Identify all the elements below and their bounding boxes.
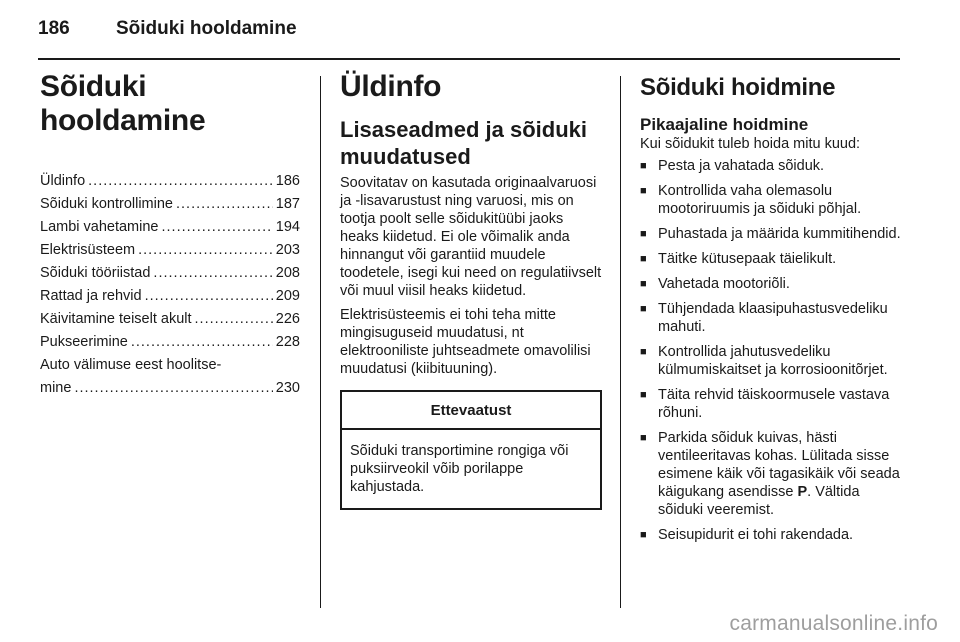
list-item: ■ Vahetada mootoriõli. [640, 275, 902, 293]
toc-leader [131, 331, 273, 354]
section-title: Üldinfo [340, 70, 442, 103]
section-title: Sõiduki hoidmine [640, 74, 836, 101]
toc-entry[interactable] [40, 354, 300, 400]
list-item: ■ Tühjendada klaasipuhastusvedeliku mahuti. [640, 300, 902, 336]
list-item-text: . Vältida sõiduki veeremist. [658, 484, 860, 518]
toc-leader [176, 193, 273, 216]
running-header [38, 18, 297, 40]
page-number: 186 [38, 18, 70, 39]
list-item [640, 429, 902, 519]
toc-entry[interactable] [40, 239, 300, 262]
toc-entry[interactable] [40, 308, 300, 331]
list-item: ■ Täita rehvid täiskoormusele vastava rõhuni. [640, 386, 902, 422]
list-item: ■ Puhastada ja määrida kummitihendid. [640, 225, 902, 243]
watermark: carmanualsonline.info [729, 612, 938, 635]
toc-entry-title: Elektrisüsteem [40, 242, 136, 258]
toc-leader [153, 262, 272, 285]
table-of-contents [40, 170, 300, 400]
list-item: ■ Pesta ja vahatada sõiduk. [640, 157, 902, 175]
intro-text: Kui sõidukit tuleb hoida mitu kuud: [640, 136, 861, 152]
subsection-title: Pikaajaline hoidmine [640, 115, 809, 134]
storage-column [640, 70, 902, 551]
header-title: Sõiduki hooldamine [116, 18, 297, 39]
toc-leader [74, 377, 272, 400]
toc-entry-page: 194 [275, 219, 300, 235]
toc-entry-page: 187 [275, 196, 300, 212]
toc-entry-title: Rattad ja rehvid [40, 288, 142, 304]
toc-entry-title-cont: mine [40, 380, 72, 396]
caution-text: Sõiduki transportimine rongiga või puksiirveokil võib porilappe kahjustada. [350, 443, 569, 495]
storage-checklist [640, 157, 902, 544]
toc-entry[interactable] [40, 331, 300, 354]
toc-entry-title: Auto välimuse eest hoolitse- [40, 357, 222, 373]
column-divider-1 [320, 76, 321, 608]
toc-entry[interactable] [40, 262, 300, 285]
list-item-text: Parkida sõiduk kuivas, hästi ventileeritavas kohas. Lülitada sisse esimene käik või tagasikäik või seada käigukang asendisse [658, 430, 900, 500]
toc-entry-title: Üldinfo [40, 173, 86, 189]
toc-entry-title: Lambi vahetamine [40, 219, 159, 235]
toc-entry-page: 230 [275, 380, 300, 396]
toc-leader [162, 216, 273, 239]
list-item: ■ Kontrollida vaha olemasolu mootoriruumis ja sõiduki põhjal. [640, 182, 902, 218]
toc-leader [88, 170, 273, 193]
toc-entry[interactable] [40, 285, 300, 308]
column-divider-2 [620, 76, 621, 608]
caution-box [340, 390, 602, 510]
list-item: ■ Seisupidurit ei tohi rakendada. [640, 526, 902, 544]
toc-leader [195, 308, 273, 331]
toc-entry-page: 209 [275, 288, 300, 304]
list-item: ■ Kontrollida jahutusvedeliku külmumiskaitset ja korrosioonitõrjet. [640, 343, 902, 379]
header-rule [38, 58, 900, 60]
chapter-title: Sõiduki hooldamine [40, 70, 206, 137]
toc-entry[interactable] [40, 216, 300, 239]
toc-entry-page: 208 [275, 265, 300, 281]
subsection-title: Lisaseadmed ja sõiduki muudatused [340, 117, 587, 169]
paragraph: Elektrisüsteemis ei tohi teha mitte mingisuguseid muudatusi, nt elektrooniliste juhtseadmete omavolilisi muudatusi (kiibituuning). [340, 307, 591, 377]
toc-entry-page: 226 [275, 311, 300, 327]
toc-column [40, 70, 300, 400]
toc-entry-title: Sõiduki tööriistad [40, 265, 151, 281]
toc-leader [145, 285, 273, 308]
toc-entry-page: 228 [275, 334, 300, 350]
toc-entry-title: Sõiduki kontrollimine [40, 196, 173, 212]
general-info-column [340, 70, 602, 510]
toc-entry-title: Pukseerimine [40, 334, 128, 350]
caution-title: Ettevaatust [342, 392, 600, 430]
toc-entry[interactable] [40, 193, 300, 216]
list-item: ■ Täitke kütusepaak täielikult. [640, 250, 902, 268]
toc-entry-page: 203 [275, 242, 300, 258]
toc-entry-title: Käivitamine teiselt akult [40, 311, 192, 327]
toc-leader [138, 239, 273, 262]
paragraph: Soovitatav on kasutada originaalvaruosi ja -lisavarustust ning varuosi, mis on tootja poolt selle sõidukitüübi jaoks heaks kiidetud. Ei ole võimalik anda hinnangut või garantiid muudele toodetele, isegi kui need on regulatiivselt või muul viisil heaks kiidetud. [340, 175, 602, 299]
toc-entry[interactable] [40, 170, 300, 193]
gear-position-p: P [797, 484, 808, 500]
toc-entry-page: 186 [275, 173, 300, 189]
